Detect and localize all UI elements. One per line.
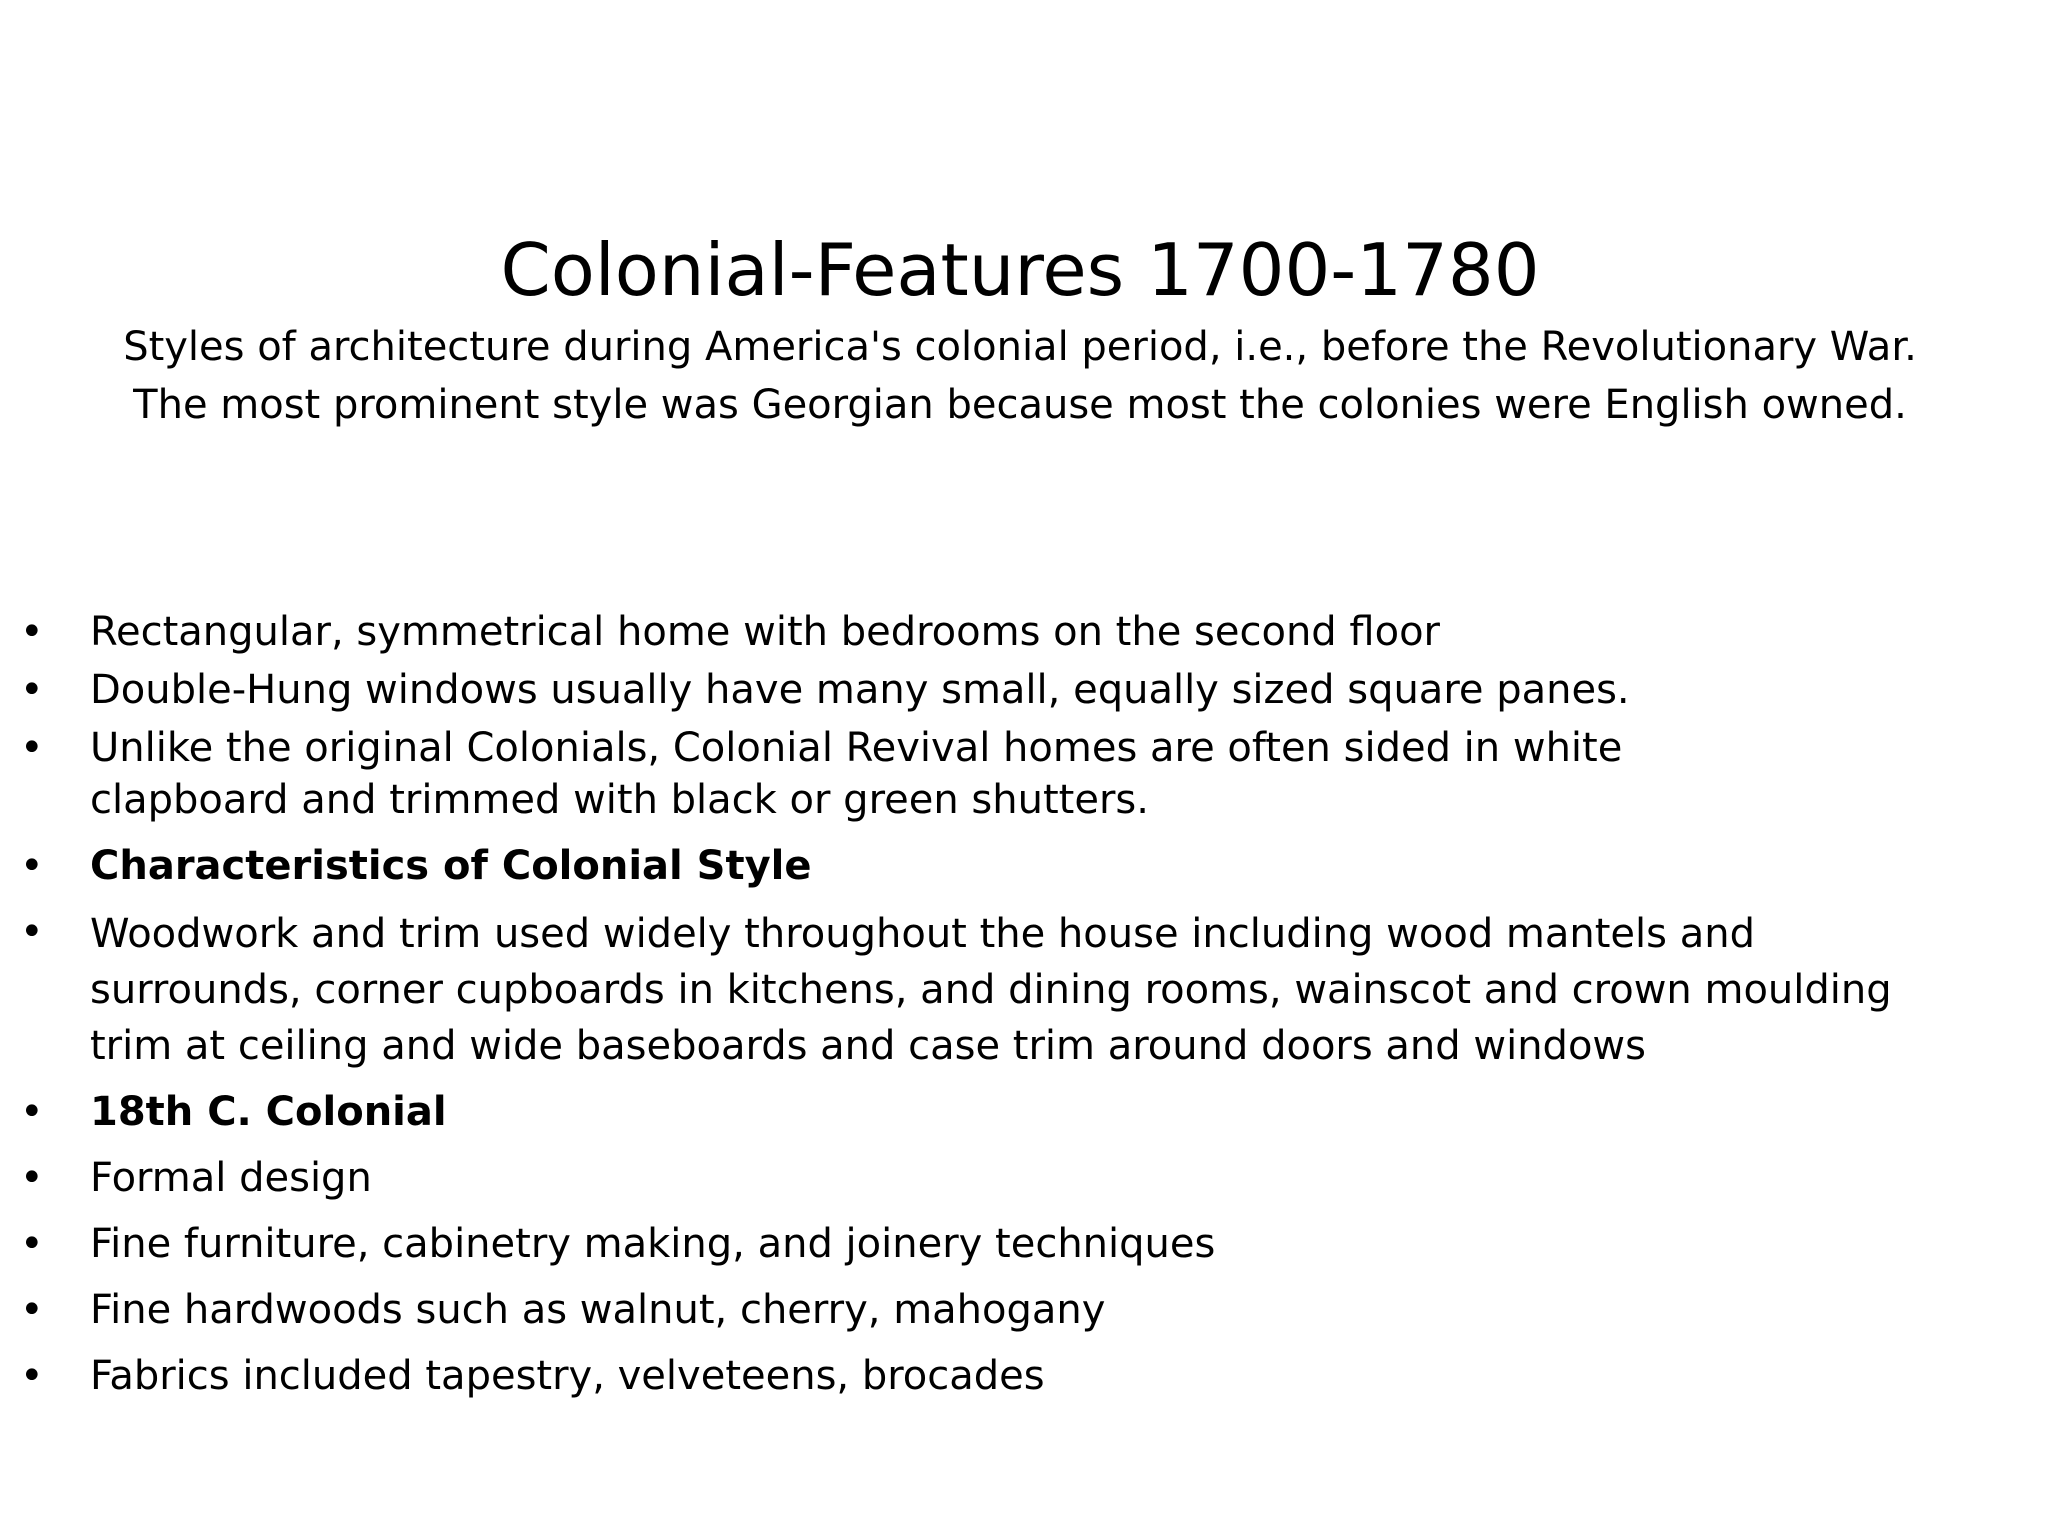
bullet-icon: •: [20, 843, 44, 889]
bullet-text: Rectangular, symmetrical home with bedrooms on the second floor: [90, 609, 1440, 655]
bullet-text: Woodwork and trim used widely throughout the house including wood mantels and surrounds, corner cupboards in kitchens, and dining rooms, wainscot and crown moulding trim at ceiling and wide baseboards and case trim around doors and windows: [90, 911, 1892, 1069]
bullet-icon: •: [20, 609, 44, 655]
title-block: [90, 222, 1950, 434]
bullet-icon: •: [20, 1287, 44, 1333]
bullet-text: Double-Hung windows usually have many small, equally sized square panes.: [90, 667, 1630, 713]
bullet-text: Formal design: [90, 1155, 372, 1201]
list-item: [20, 1218, 1980, 1270]
subtitle-line-1: Styles of architecture during America's colonial period, i.e., before the Revolutionary War.: [123, 324, 1917, 370]
list-item: [20, 840, 1980, 892]
list-item: [20, 664, 1980, 716]
list-item: [20, 906, 1980, 1074]
slide-title: Colonial-Features 1700-1780: [500, 228, 1540, 312]
list-item: [20, 1284, 1980, 1336]
bullet-icon: •: [20, 909, 44, 955]
bullet-text: Fine furniture, cabinetry making, and joinery techniques: [90, 1221, 1216, 1267]
bullet-text: 18th C. Colonial: [90, 1089, 447, 1135]
bullet-icon: •: [20, 1089, 44, 1135]
list-item: [20, 722, 1980, 826]
subtitle-line-2: The most prominent style was Georgian because most the colonies were English owned.: [133, 382, 1907, 428]
bullet-icon: •: [20, 725, 44, 771]
bullet-icon: •: [20, 1221, 44, 1267]
bullet-icon: •: [20, 1155, 44, 1201]
list-item: [20, 1350, 1980, 1402]
list-item: [20, 1086, 1980, 1138]
bullet-icon: •: [20, 1353, 44, 1399]
bullet-text: Fine hardwoods such as walnut, cherry, mahogany: [90, 1287, 1106, 1333]
list-item: [20, 1152, 1980, 1204]
bullet-text: Characteristics of Colonial Style: [90, 843, 812, 889]
bullet-icon: •: [20, 667, 44, 713]
list-item: [20, 606, 1980, 658]
bullet-text: Fabrics included tapestry, velveteens, brocades: [90, 1353, 1045, 1399]
bullet-text: Unlike the original Colonials, Colonial Revival homes are often sided in white clapboard and trimmed with black or green shutters.: [90, 725, 1623, 823]
bullet-list: [20, 606, 1980, 1402]
